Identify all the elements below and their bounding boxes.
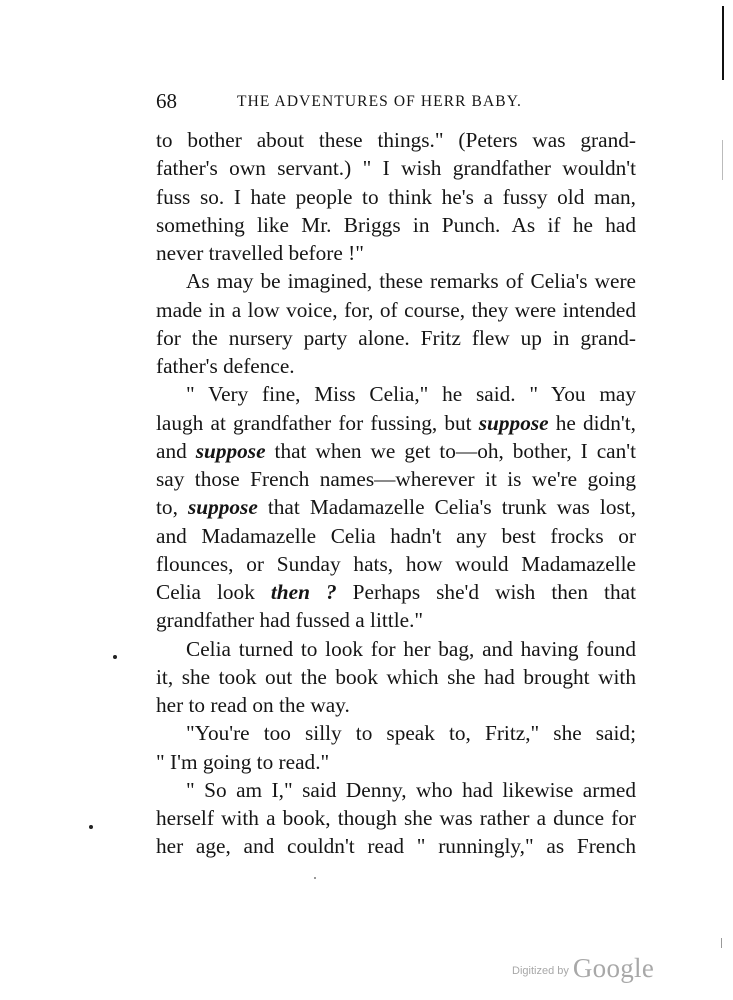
text-line: father's defence. <box>156 354 295 378</box>
text-line: As may be imagined, these remarks of Celia's were <box>186 269 636 294</box>
text-line <box>156 493 636 521</box>
text-run: to, <box>156 495 188 520</box>
text-line: and Madamazelle Celia hadn't any best frocks or <box>156 523 636 548</box>
text-line: her to read on the way. <box>156 693 350 717</box>
text-run: Celia look <box>156 580 271 604</box>
text-line: " I'm going to read." <box>156 749 330 774</box>
text-line: say those French names—wherever it is we're going <box>156 467 636 491</box>
scan-edge-line-faint <box>722 140 723 180</box>
text-line: herself with a book, though she was rather a dunce for <box>156 806 636 830</box>
text-line <box>156 409 636 437</box>
scan-speck <box>89 825 93 829</box>
scan-edge-line-bottom <box>721 938 722 948</box>
digitized-by-google-watermark <box>512 953 662 987</box>
running-title: THE ADVENTURES OF HERR BABY. <box>237 93 522 110</box>
google-logo-text: Google <box>572 953 655 983</box>
text-line: it, she took out the book which she had brought with <box>156 664 636 689</box>
text-line: something like Mr. Briggs in Punch. As if he had <box>156 212 636 237</box>
text-line: never travelled before !" <box>156 241 364 265</box>
text-line: for the nursery party alone. Fritz flew up in grand- <box>156 325 636 350</box>
text-line <box>156 437 636 465</box>
text-line: father's own servant.) " I wish grandfather wouldn't <box>156 156 636 181</box>
text-run: he didn't, <box>548 410 636 435</box>
text-line: "You're too silly to speak to, Fritz," she said; <box>186 721 636 746</box>
text-line: " Very fine, Miss Celia," he said. " You may <box>186 382 636 407</box>
text-run: laugh at grandfather for fussing, but <box>156 410 479 435</box>
text-line <box>156 578 636 606</box>
text-line: made in a low voice, for, of course, they were intended <box>156 297 636 322</box>
watermark-prefix: Digitized by <box>512 965 569 977</box>
italic-emphasis: suppose <box>195 438 266 463</box>
text-line: to bother about these things." (Peters was grand- <box>156 128 636 152</box>
text-line: grandfather had fussed a little." <box>156 608 424 633</box>
text-run: that when we get to—oh, bother, I can't <box>265 438 636 463</box>
text-run: that Madamazelle Celia's trunk was lost, <box>257 495 636 520</box>
scan-edge-line-top <box>722 6 724 80</box>
text-line: flounces, or Sunday hats, how would Madamazelle <box>156 551 636 576</box>
italic-emphasis: suppose <box>478 410 549 435</box>
text-line: her age, and couldn't read " runningly," as French <box>156 834 636 859</box>
italic-emphasis: then ? <box>270 580 337 604</box>
scan-speck <box>113 655 117 659</box>
text-line: " So am I," said Denny, who had likewise armed <box>186 777 636 802</box>
scan-speck <box>314 877 316 879</box>
text-line: Celia turned to look for her bag, and having found <box>186 636 636 661</box>
text-run: and <box>156 438 196 463</box>
italic-emphasis: suppose <box>187 495 258 520</box>
text-line: fuss so. I hate people to think he's a fussy old man, <box>156 184 636 209</box>
body-text <box>156 126 636 861</box>
text-run: Perhaps she'd wish then that <box>336 580 636 604</box>
page-number: 68 <box>156 89 177 113</box>
